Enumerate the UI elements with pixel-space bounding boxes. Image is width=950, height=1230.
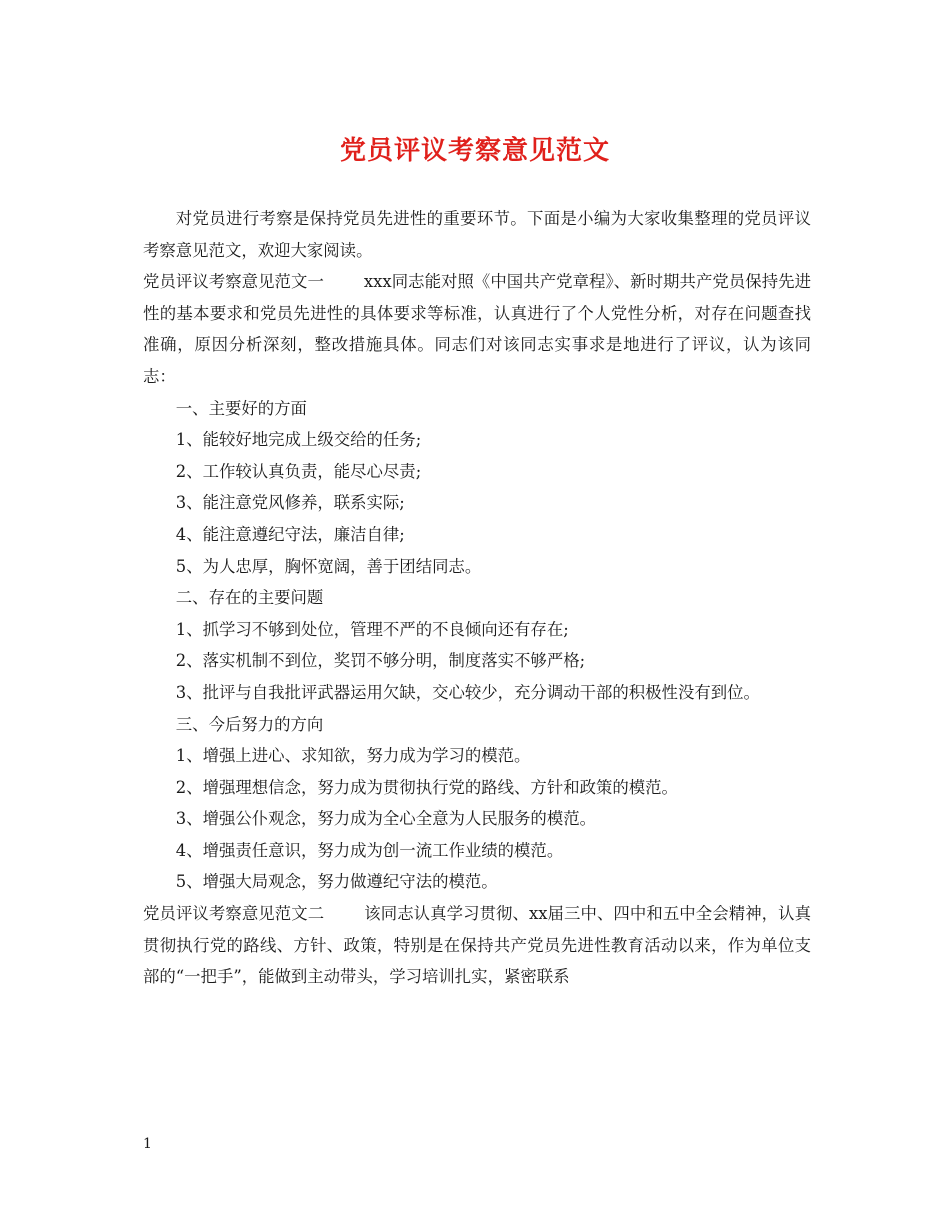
intro-paragraph: 对党员进行考察是保持党员先进性的重要环节。下面是小编为大家收集整理的党员评议考察意见范文，欢迎大家阅读。	[143, 209, 811, 260]
list-item: 4、能注意遵纪守法，廉洁自律;	[175, 524, 405, 544]
good-aspects-heading: 一、主要好的方面	[175, 398, 307, 418]
list-item: 4、增强责任意识，努力成为创一流工作业绩的模范。	[175, 840, 564, 860]
list-item: 3、增强公仆观念，努力成为全心全意为人民服务的模范。	[175, 809, 596, 829]
section-two-paragraph	[143, 898, 811, 993]
list-item: 2、落实机制不到位，奖罚不够分明，制度落实不够严格;	[175, 651, 586, 671]
problems-heading: 二、存在的主要问题	[175, 588, 324, 608]
list-item: 3、能注意党风修养，联系实际;	[175, 493, 405, 513]
list-item: 5、为人忠厚，胸怀宽阔，善于团结同志。	[175, 556, 482, 576]
section-one-heading: 党员评议考察意见范文一	[143, 272, 324, 292]
list-item: 3、批评与自我批评武器运用欠缺，交心较少，充分调动干部的积极性没有到位。	[175, 682, 760, 702]
list-item: 1、能较好地完成上级交给的任务;	[175, 430, 422, 450]
list-item: 2、增强理想信念，努力成为贯彻执行党的路线、方针和政策的模范。	[175, 777, 678, 797]
future-direction-heading: 三、今后努力的方向	[175, 714, 324, 734]
section-one-paragraph	[143, 266, 811, 392]
list-item: 2、工作较认真负责，能尽心尽责;	[175, 461, 422, 481]
page-title: 党员评议考察意见范文	[339, 136, 610, 166]
page-number: 1	[143, 1136, 152, 1152]
list-item: 1、抓学习不够到处位，管理不严的不良倾向还有存在;	[175, 619, 569, 639]
section-two-body: 该同志认真学习贯彻、xx届三中、四中和五中全会精神，认真贯彻执行党的路线、方针、政策，特别是在保持共产党员先进性教育活动以来，作为单位支部的“一把手”，能做到主动带头，学习培训扎实，紧密联系	[143, 904, 811, 987]
list-item: 1、增强上进心、求知欲，努力成为学习的模范。	[175, 746, 531, 766]
document-body	[143, 203, 811, 993]
section-two-heading: 党员评议考察意见范文二	[143, 904, 325, 924]
list-item: 5、增强大局观念，努力做遵纪守法的模范。	[175, 872, 498, 892]
section-one-body: xxx同志能对照《中国共产党章程》、新时期共产党员保持先进性的基本要求和党员先进性的具体要求等标准，认真进行了个人党性分析，对存在问题查找准确，原因分析深刻，整改措施具体。同志们对该同志实事求是地进行了评议，认为该同志：	[143, 272, 812, 386]
